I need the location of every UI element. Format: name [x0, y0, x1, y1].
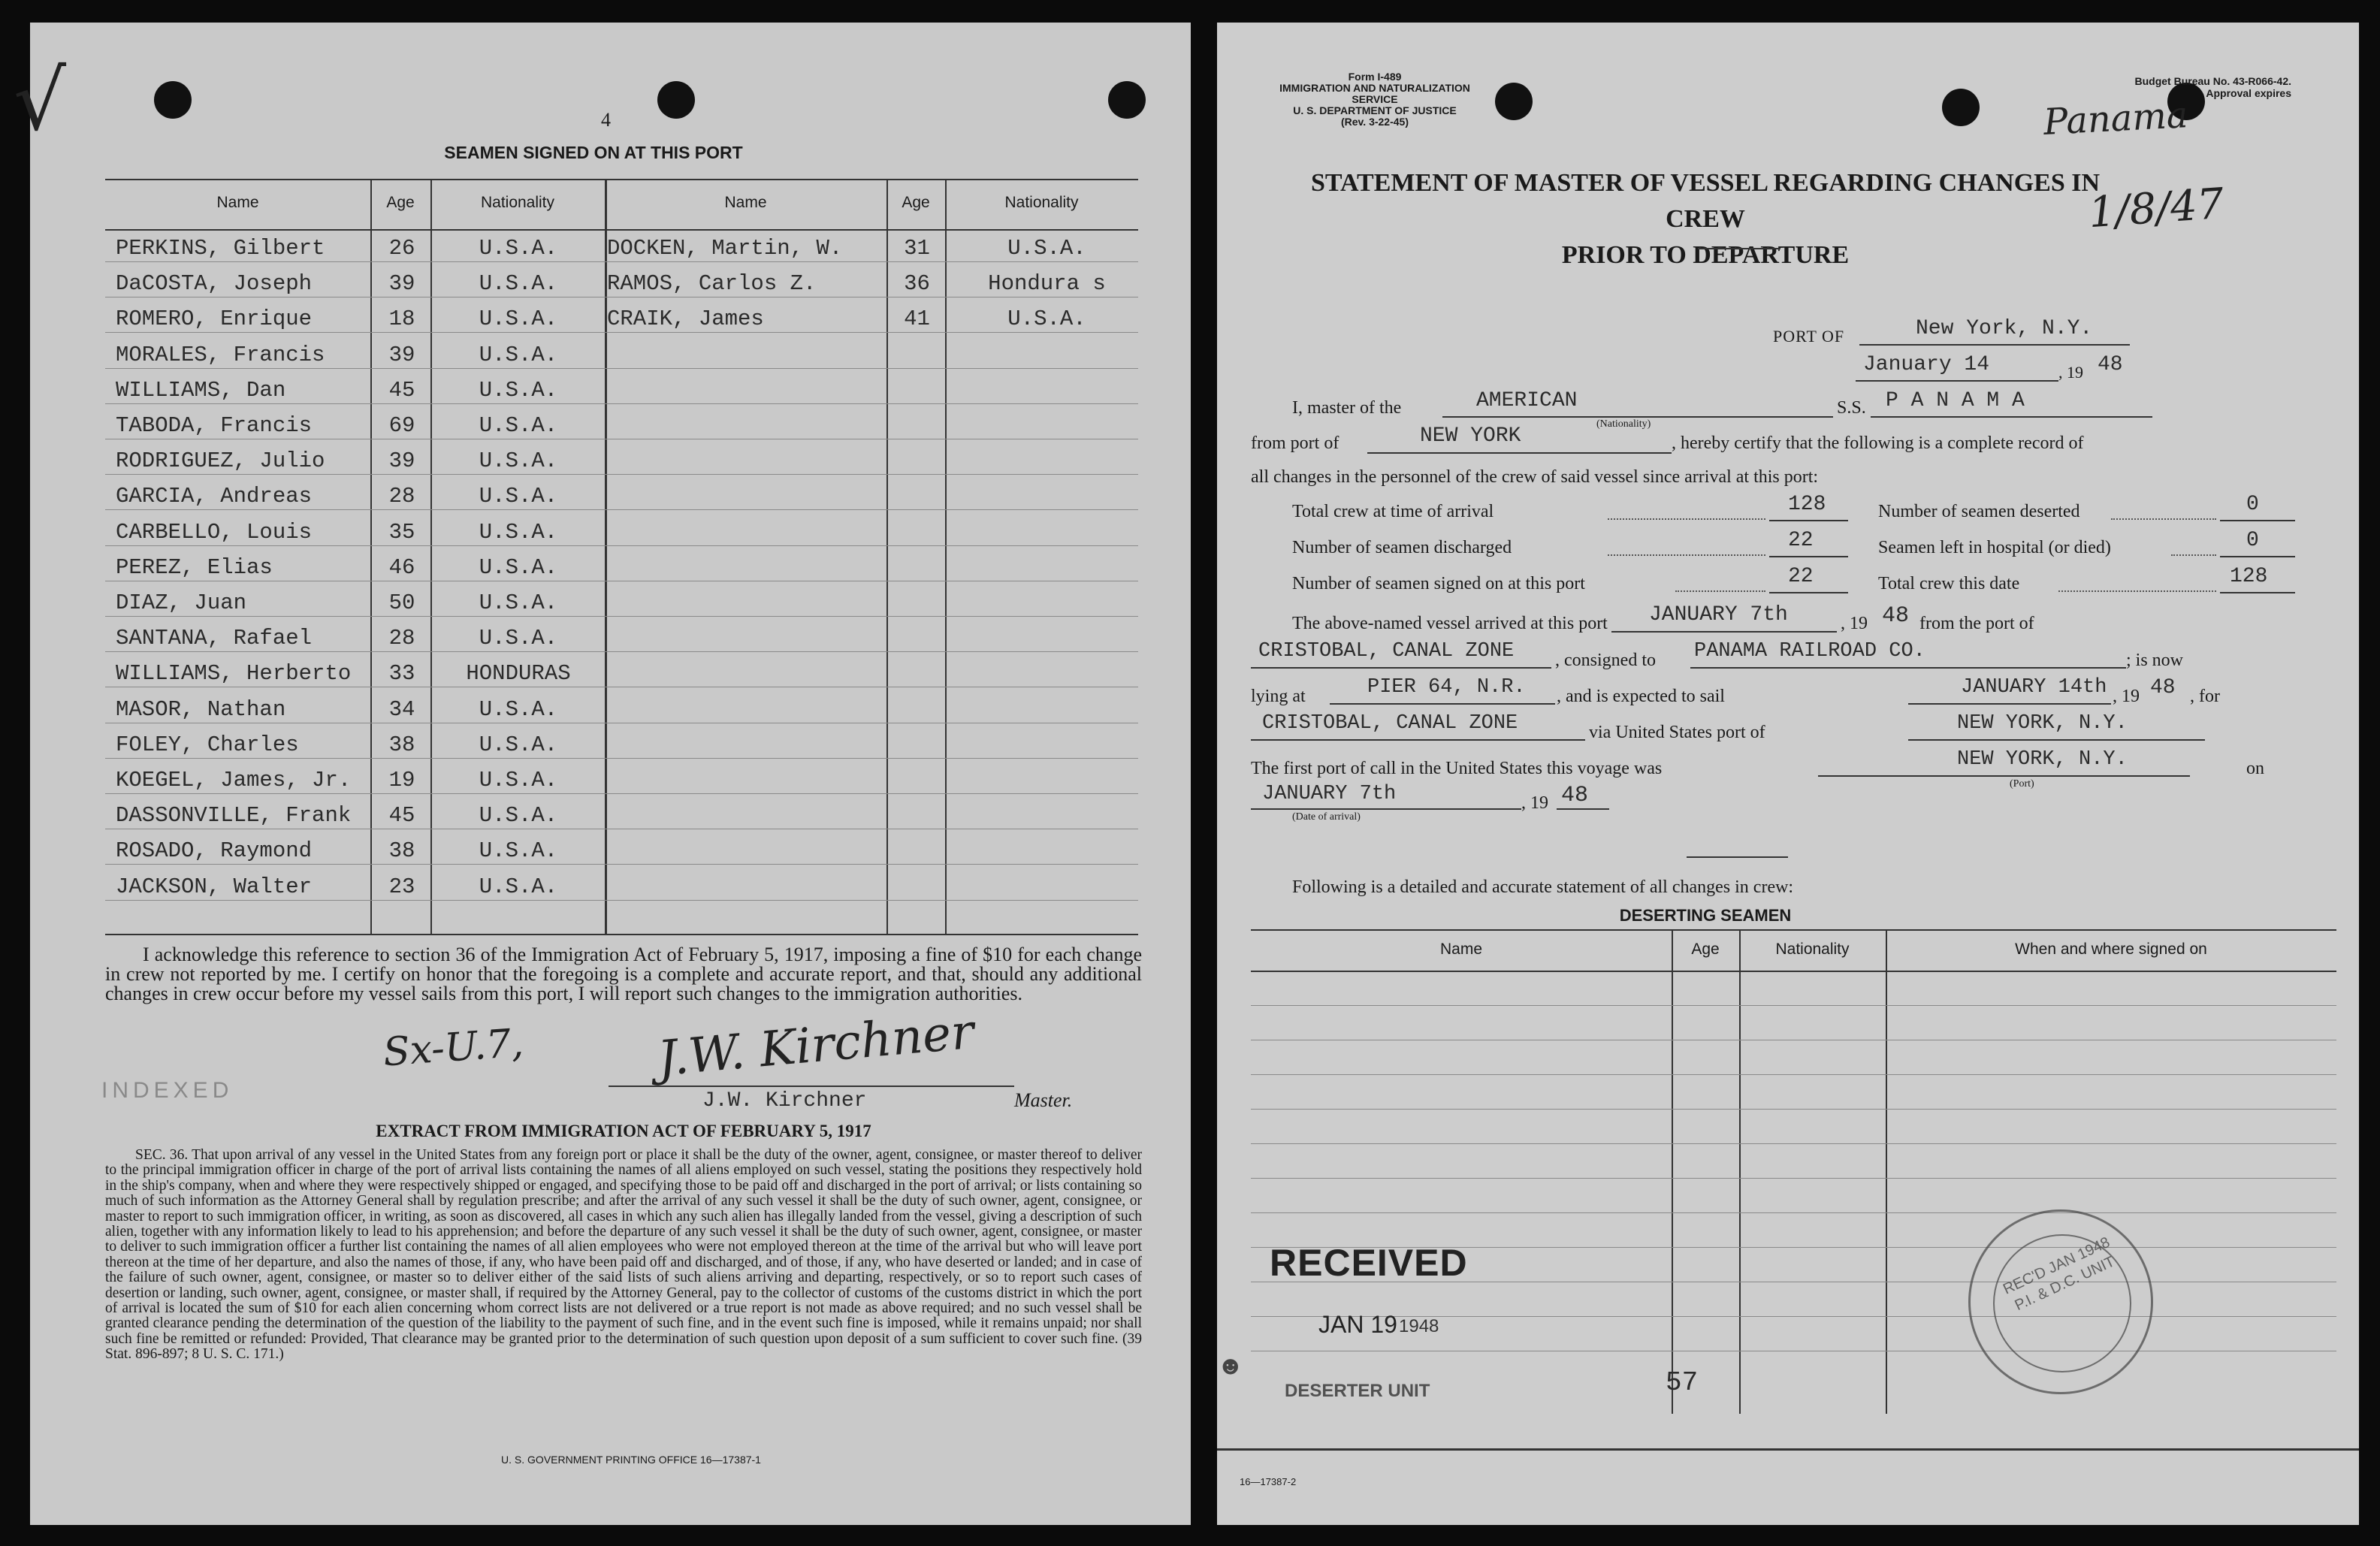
from-port-label: from port of	[1251, 433, 1340, 453]
master-label: Master.	[1014, 1089, 1073, 1111]
crew-nationality: U.S.A.	[479, 554, 558, 580]
table-row	[1251, 1005, 2336, 1006]
stat-value: 22	[1788, 529, 1814, 552]
desert-header-name: Name	[1439, 941, 1483, 958]
crew-name: WILLIAMS, Herberto	[116, 661, 352, 687]
title-rule	[1698, 248, 1780, 249]
crew-age: 26	[388, 236, 415, 261]
field-line	[1856, 380, 2058, 382]
field-line	[1251, 667, 1551, 669]
crew-nationality: Hondura s	[988, 271, 1106, 297]
first-port-label: The first port of call in the United States this voyage was	[1251, 759, 1663, 778]
crew-nationality: U.S.A.	[479, 271, 558, 297]
row-rule	[105, 616, 1138, 617]
arrived-label: The above-named vessel arrived at this port	[1292, 614, 1608, 633]
is-now-label: ; is now	[2126, 651, 2184, 670]
form-date: January 14	[1863, 353, 1990, 376]
field-line	[2220, 520, 2295, 521]
field-line	[1818, 775, 2190, 777]
crew-nationality: U.S.A.	[1007, 306, 1086, 332]
table-bottom-rule	[105, 934, 1138, 935]
round-stamp-text: REC'D JAN 1948 P.I. & D.C. UNIT	[2001, 1233, 2118, 1315]
stat-value: 0	[2246, 493, 2259, 516]
leader-dots	[2171, 554, 2216, 556]
col-divider	[1886, 929, 1887, 1414]
table-row	[1251, 1212, 2336, 1213]
received-date: JAN 19	[1318, 1311, 1397, 1338]
crew-age: 45	[388, 803, 415, 829]
row-rule	[105, 332, 1138, 333]
stat-label: Seamen left in hospital (or died)	[1878, 538, 2111, 557]
col-divider	[1739, 929, 1741, 1414]
field-line	[1367, 452, 1672, 454]
vessel-name: P A N A M A	[1886, 389, 2025, 412]
field-line	[1769, 520, 1848, 521]
row-rule	[105, 758, 1138, 759]
crew-name: RAMOS, Carlos Z.	[607, 271, 817, 297]
crew-age: 46	[388, 554, 415, 580]
stat-label: Total crew at time of arrival	[1292, 502, 1494, 521]
form-header	[1262, 71, 1488, 128]
col-header-nationality: Nationality	[480, 194, 555, 211]
col-divider	[945, 179, 947, 934]
crew-name: MASOR, Nathan	[116, 696, 286, 722]
row-rule	[105, 651, 1138, 652]
field-line	[1871, 416, 2152, 418]
crew-nationality: U.S.A.	[479, 306, 558, 332]
first-port-value: NEW YORK, N.Y.	[1957, 748, 2128, 771]
field-line	[1442, 416, 1833, 418]
table-top-rule	[1251, 929, 2336, 931]
crew-name: MORALES, Francis	[116, 342, 325, 367]
received-year: 1948	[1399, 1316, 1439, 1336]
sail-year: 48	[2150, 676, 2176, 699]
row-rule	[105, 474, 1138, 475]
stat-value: 128	[2230, 565, 2268, 588]
stat-label: Number of seamen discharged	[1292, 538, 1512, 557]
year-prefix: , 19	[2113, 687, 2140, 706]
received-stamp: RECEIVED	[1270, 1242, 1468, 1284]
crew-nationality: U.S.A.	[479, 626, 558, 651]
punch-hole	[1108, 81, 1146, 119]
field-line	[1769, 592, 1848, 593]
stat-value: 128	[1788, 493, 1826, 516]
printer-line: U. S. GOVERNMENT PRINTING OFFICE 16—17387-1	[501, 1454, 761, 1466]
via-label: via United States port of	[1589, 723, 1765, 742]
crew-name: RODRIGUEZ, Julio	[116, 448, 325, 474]
footer-rule	[1217, 1448, 2359, 1451]
row-rule	[105, 793, 1138, 794]
crew-nationality: U.S.A.	[479, 732, 558, 757]
desert-header-signed-on: When and where signed on	[2015, 941, 2207, 958]
crew-age: 38	[388, 838, 415, 864]
via-port: NEW YORK, N.Y.	[1957, 712, 2128, 735]
desert-header-age: Age	[1691, 941, 1720, 958]
form-title	[1307, 165, 2104, 273]
row-rule	[105, 900, 1138, 901]
punch-hole	[154, 81, 192, 119]
indexed-stamp: INDEXED	[101, 1078, 234, 1103]
crew-age: 28	[388, 484, 415, 509]
first-year: 48	[1561, 783, 1589, 808]
arrived-from: CRISTOBAL, CANAL ZONE	[1258, 640, 1515, 663]
department-name: U. S. DEPARTMENT OF JUSTICE	[1293, 104, 1457, 116]
deserting-title: DESERTING SEAMEN	[1619, 906, 1792, 925]
port-of-value: New York, N.Y.	[1916, 317, 2093, 340]
year-prefix: , 19	[1521, 793, 1548, 813]
budget-number: Budget Bureau No. 43-R066-42.	[2134, 75, 2291, 87]
arrived-date: JANUARY 7th	[1649, 603, 1788, 627]
crew-age: 33	[388, 661, 415, 687]
form-number: Form I-489	[1348, 71, 1402, 83]
crew-age: 69	[388, 413, 415, 438]
crew-age: 23	[388, 874, 415, 899]
master-of-label: I, master of the	[1292, 398, 1402, 418]
crew-nationality: U.S.A.	[479, 342, 558, 367]
leader-dots	[1675, 590, 1765, 592]
col-header-nationality: Nationality	[1004, 194, 1079, 211]
crew-age: 34	[388, 696, 415, 722]
row-rule	[105, 403, 1138, 404]
crew-age: 45	[388, 377, 415, 403]
crew-nationality: U.S.A.	[479, 377, 558, 403]
col-divider	[1672, 929, 1673, 1414]
file-number: 57	[1666, 1367, 1699, 1398]
table-top-rule	[105, 179, 1138, 180]
on-label: on	[2246, 759, 2264, 778]
crew-name: ROMERO, Enrique	[116, 306, 313, 332]
crew-name: GARCIA, Andreas	[116, 484, 313, 509]
punch-hole	[1942, 89, 1980, 126]
col-header-age: Age	[902, 194, 930, 211]
field-line	[1769, 556, 1848, 557]
col-header-name: Name	[724, 194, 767, 211]
field-line	[1330, 703, 1555, 705]
title-line-1: STATEMENT OF MASTER OF VESSEL REGARDING CHANGES IN CREW	[1310, 169, 2101, 233]
all-changes-text: all changes in the personnel of the crew of said vessel since arrival at this port:	[1251, 467, 1819, 487]
stat-label: Number of seamen deserted	[1878, 502, 2080, 521]
year-prefix: , 19	[1841, 614, 1868, 633]
first-date: JANUARY 7th	[1262, 783, 1397, 805]
field-line	[1251, 739, 1585, 741]
lying-at-value: PIER 64, N.R.	[1367, 676, 1526, 699]
table-row	[1251, 1109, 2336, 1110]
crew-name: TABODA, Francis	[116, 413, 313, 438]
crew-name: DASSONVILLE, Frank	[116, 803, 352, 829]
year-prefix: , 19	[2058, 363, 2083, 382]
crew-nationality: U.S.A.	[479, 874, 558, 899]
punch-hole	[1495, 83, 1533, 120]
from-port-of-label: from the port of	[1919, 614, 2034, 633]
field-line	[2220, 592, 2295, 593]
page-number: 4	[601, 109, 611, 131]
stat-label: Total crew this date	[1878, 574, 2020, 593]
extract-title: EXTRACT FROM IMMIGRATION ACT OF FEBRUARY 5, 1917	[376, 1122, 871, 1140]
crew-nationality: U.S.A.	[479, 236, 558, 261]
consignee: PANAMA RAILROAD CO.	[1694, 640, 1925, 663]
table-row	[1251, 1143, 2336, 1144]
crew-age: 28	[388, 626, 415, 651]
crew-name: JACKSON, Walter	[116, 874, 313, 899]
revision: (Rev. 3-22-45)	[1340, 116, 1409, 128]
stat-value: 0	[2246, 529, 2259, 552]
title-line-2: PRIOR TO DEPARTURE	[1561, 241, 1850, 269]
crew-name: KOEGEL, James, Jr.	[116, 768, 352, 793]
divider	[1687, 856, 1788, 858]
page-title: SEAMEN SIGNED ON AT THIS PORT	[444, 143, 743, 162]
field-line	[1611, 631, 1837, 633]
destination: CRISTOBAL, CANAL ZONE	[1262, 712, 1518, 735]
acknowledgement-text: I acknowledge this reference to section 36 of the Immigration Act of February 5, 1917, imposing a fine of $10 for each change in crew not reported by me. I certify on honor that the foregoing is a complete and accurate report, and that, should any additional changes in crew occur before my vessel sails from this port, I will report such changes to the immigration authorities.	[105, 944, 1142, 1004]
row-rule	[105, 864, 1138, 865]
expected-label: , and is expected to sail	[1557, 687, 1725, 706]
field-line	[1908, 703, 2111, 705]
crew-nationality: U.S.A.	[479, 519, 558, 545]
port-caption: (Port)	[2010, 778, 2034, 790]
crew-age: 36	[904, 271, 930, 297]
crew-name: WILLIAMS, Dan	[116, 377, 286, 403]
following-text: Following is a detailed and accurate statement of all changes in crew:	[1292, 877, 1794, 897]
signature: J.W. Kirchner	[655, 1004, 977, 1088]
port-of-label: PORT OF	[1773, 327, 1845, 346]
stamp-mark: ☻	[1217, 1352, 1244, 1380]
crew-age: 39	[388, 448, 415, 474]
crew-age: 39	[388, 342, 415, 367]
col-header-name: Name	[216, 194, 259, 211]
crew-nationality: U.S.A.	[479, 413, 558, 438]
crew-age: 50	[388, 590, 415, 615]
row-rule	[105, 509, 1138, 510]
row-rule	[105, 545, 1138, 546]
crew-name: FOLEY, Charles	[116, 732, 299, 757]
leader-dots	[1608, 518, 1765, 520]
date-caption: (Date of arrival)	[1292, 811, 1361, 823]
table-row	[1251, 1074, 2336, 1075]
crew-name: SANTANA, Rafael	[116, 626, 313, 651]
crew-age: 38	[388, 732, 415, 757]
table-header-rule	[1251, 971, 2336, 972]
from-port-value: NEW YORK	[1420, 424, 1521, 448]
crew-nationality: U.S.A.	[479, 448, 558, 474]
for-label: , for	[2190, 687, 2220, 706]
crew-name: DIAZ, Juan	[116, 590, 247, 615]
stat-label: Number of seamen signed on at this port	[1292, 574, 1585, 593]
field-line	[1859, 344, 2130, 346]
crew-age: 19	[388, 768, 415, 793]
crew-name: PEREZ, Elias	[116, 554, 273, 580]
crew-age: 18	[388, 306, 415, 332]
round-stamp	[1968, 1209, 2153, 1394]
crew-nationality: U.S.A.	[479, 696, 558, 722]
check-mark: √	[14, 53, 67, 149]
lying-at-label: lying at	[1251, 687, 1306, 706]
signature-line	[609, 1086, 1014, 1087]
agency-name: IMMIGRATION AND NATURALIZATION SERVICE	[1279, 82, 1470, 105]
crew-name: PERKINS, Gilbert	[116, 236, 325, 261]
crew-nationality: U.S.A.	[479, 484, 558, 509]
form-footer: 16—17387-2	[1240, 1476, 1297, 1487]
crew-name: CARBELLO, Louis	[116, 519, 313, 545]
crew-nationality: U.S.A.	[479, 590, 558, 615]
crew-age: 41	[904, 306, 930, 332]
field-line	[1557, 808, 1609, 810]
right-page	[1217, 23, 2359, 1525]
col-header-age: Age	[386, 194, 415, 211]
crew-name: CRAIK, James	[607, 306, 764, 332]
consigned-label: , consigned to	[1555, 651, 1656, 670]
field-line	[1908, 739, 2205, 741]
margin-note: Sx-U.7,	[382, 1020, 525, 1076]
crew-nationality: U.S.A.	[479, 838, 558, 864]
extract-text: SEC. 36. That upon arrival of any vessel in the United States from any foreign port or place it shall be the duty of the owner, agent, consignee, or master thereof to deliver to the principal immigration officer in charge of the port of arrival lists containing the names of all aliens employed on such vessel, stating the positions they respectively hold in the ship's company, when and where they were respectively shipped or engaged, and specifying those to be paid off and discharged in the port of arrival; or lists containing so much of such information as the Attorney General shall by regulation prescribe; and after the arrival of any such vessel it shall be the duty of such owner, agent, consignee, or master to report to such immigration officer, in writing, as soon as discovered, all cases in which any such alien has illegally landed from the vessel, giving a description of such alien, together with any information likely to lead to his apprehension; and before the departure of any such vessel it shall be the duty of such owner, agent, consignee, or master to deliver to such immigration officer a further list containing the names of all alien employees who were not employed thereon at the time of the arrival but who will leave port thereon at the time of her departure, and also the names of those, if any, who have been paid off and discharged, and of those, if any, who have deserted or landed; and in case of the failure of such owner, agent, consignee, or master so to deliver either of the said lists of such aliens arriving and departing, respectively, or so to report such cases of desertion or landing, such owner, agent, consignee, or master shall, if required by the Attorney General, pay to the collector of customs of the customs district in which the port of arrival is located the sum of $10 for each alien concerning whom correct lists are not delivered or a true report is not made as above required; and no such vessel shall be granted clearance pending the determination of the question of the liability to the payment of such fine, and in the event such fine is imposed, while it remains unpaid; nor shall such fine be remitted or refunded: Provided, That clearance may be granted prior to the determination of such question upon deposit of a sum sufficient to cover such fine. (39 Stat. 896-897; 8 U. S. C. 171.)	[105, 1147, 1142, 1363]
sail-date: JANUARY 14th	[1961, 676, 2107, 699]
approval-text: Approval expires	[2206, 87, 2291, 99]
desert-header-nationality: Nationality	[1775, 941, 1850, 958]
crew-name: DaCOSTA, Joseph	[116, 271, 313, 297]
form-year: 48	[2098, 353, 2123, 376]
nationality-caption: (Nationality)	[1596, 418, 1651, 430]
leader-dots	[2111, 518, 2216, 520]
crew-nationality: HONDURAS	[466, 661, 571, 687]
handwritten-panama: Panama	[2042, 94, 2189, 143]
table-row	[1251, 1178, 2336, 1179]
nationality-value: AMERICAN	[1476, 389, 1578, 412]
stat-value: 22	[1788, 565, 1814, 588]
crew-name: DOCKEN, Martin, W.	[607, 236, 843, 261]
crew-nationality: U.S.A.	[1007, 236, 1086, 261]
field-line	[1251, 808, 1521, 810]
crew-age: 31	[904, 236, 930, 261]
leader-dots	[2058, 590, 2216, 592]
left-page	[14, 23, 1191, 1525]
leader-dots	[1608, 554, 1765, 556]
crew-nationality: U.S.A.	[479, 803, 558, 829]
deserter-unit-stamp: DESERTER UNIT	[1285, 1381, 1430, 1401]
table-header-rule	[105, 229, 1138, 231]
certify-text: , hereby certify that the following is a complete record of	[1672, 433, 2084, 453]
crew-age: 35	[388, 519, 415, 545]
row-rule	[105, 368, 1138, 369]
arrived-year: 48	[1882, 603, 1910, 629]
crew-name: ROSADO, Raymond	[116, 838, 313, 864]
field-line	[2220, 556, 2295, 557]
crew-age: 39	[388, 271, 415, 297]
ss-label: S.S.	[1837, 398, 1866, 418]
row-rule	[105, 261, 1138, 262]
col-divider	[886, 179, 888, 934]
typed-name: J.W. Kirchner	[702, 1089, 867, 1113]
field-line	[1690, 667, 2126, 669]
crew-nationality: U.S.A.	[479, 768, 558, 793]
punch-hole	[657, 81, 695, 119]
handwritten-date: 1/8/47	[2086, 179, 2226, 238]
